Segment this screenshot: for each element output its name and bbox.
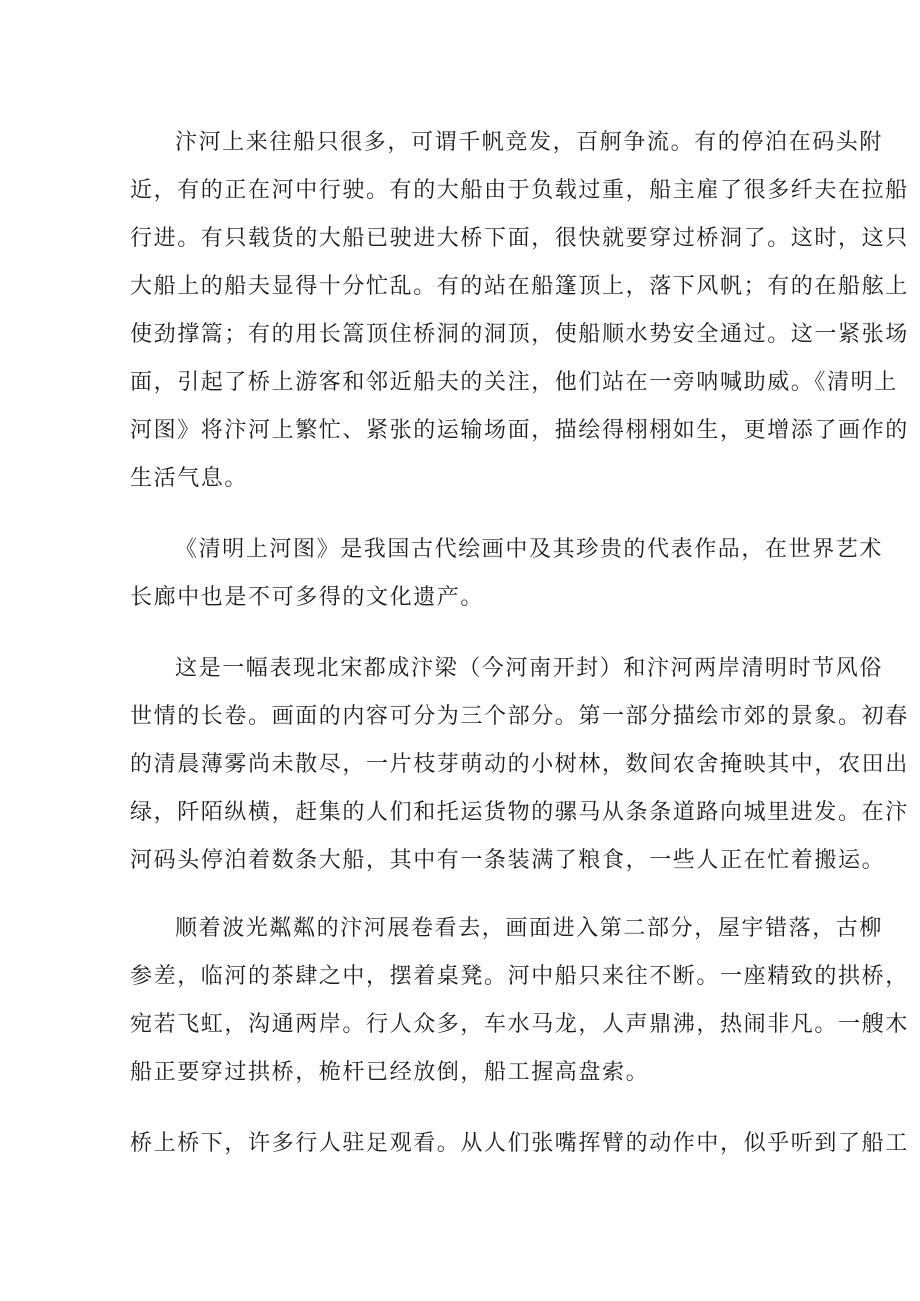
text-line: 河码头停泊着数条大船，其中有一条装满了粮食，一些人正在忙着搬运。 [130,848,886,873]
text-line: 生活气息。 [130,466,249,491]
text-line: 大船上的船夫显得十分忙乱。有的站在船篷顶上，落下风帆；有的在船舷上 [130,274,909,299]
text-line: 宛若飞虹，沟通两岸。行人众多，车水马龙，人声鼎沸，热闹非凡。一艘木 [130,1012,909,1037]
text-line: 河图》将汴河上繁忙、紧张的运输场面，描绘得栩栩如生，更增添了画作的 [130,418,909,443]
text-line: 《清明上河图》是我国古代绘画中及其珍贵的代表作品，在世界艺术 [175,537,884,562]
text-line: 船正要穿过拱桥，桅杆已经放倒，船工握高盘索。 [130,1060,650,1085]
text-line: 长廊中也是不可多得的文化遗产。 [130,585,485,610]
text-line: 汴河上来往船只很多，可谓千帆竞发，百舸争流。有的停泊在码头附 [175,130,884,155]
text-line: 顺着波光粼粼的汴河展卷看去，画面进入第二部分，屋宇错落，古柳 [175,916,884,941]
text-line: 的清晨薄雾尚未散尽，一片枝芽萌动的小树林，数间农舍掩映其中，农田出 [130,752,909,777]
text-line: 世情的长卷。画面的内容可分为三个部分。第一部分描绘市郊的景象。初春 [130,704,909,729]
text-line: 桥上桥下，许多行人驻足观看。从人们张嘴挥臂的动作中，似乎听到了船工 [130,1131,909,1156]
text-line: 使劲撑篙；有的用长篙顶住桥洞的洞顶，使船顺水势安全通过。这一紧张场 [130,322,909,347]
text-line: 面，引起了桥上游客和邻近船夫的关注，他们站在一旁呐喊助威。《清明上 [130,370,898,395]
text-line: 这是一幅表现北宋都成汴梁（今河南开封）和汴河两岸清明时节风俗 [175,656,884,681]
text-line: 绿，阡陌纵横，赶集的人们和托运货物的骡马从条条道路向城里进发。在汴 [130,800,909,825]
text-line: 参差，临河的茶肆之中，摆着桌凳。河中船只来往不断。一座精致的拱桥， [130,964,909,989]
text-line: 近，有的正在河中行驶。有的大船由于负载过重，船主雇了很多纤夫在拉船 [130,178,909,203]
text-line: 行进。有只载货的大船已驶进大桥下面，很快就要穿过桥洞了。这时，这只 [130,226,909,251]
